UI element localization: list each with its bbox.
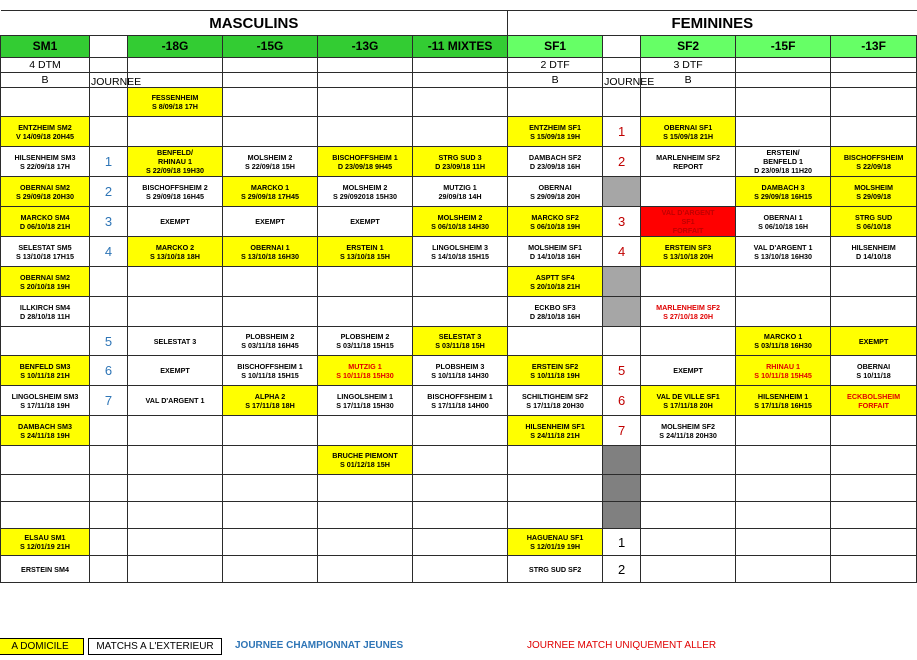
schedule-sheet (0, 10, 904, 583)
section-feminines: FEMININES (508, 11, 917, 36)
cell-13f[interactable]: HILSENHEIM D 14/10/18 (831, 237, 917, 267)
cell-15g[interactable]: ALPHA 2 S 17/11/18 18H (223, 386, 318, 416)
header-15g[interactable]: -15G (223, 36, 318, 58)
cell-11-mixtes[interactable]: STRG SUD 3 D 23/09/18 11H (413, 147, 508, 177)
cell-15g[interactable]: MOLSHEIM 2 S 22/09/18 15H (223, 147, 318, 177)
cell-15f[interactable]: ERSTEIN/ BENFELD 1 D 23/09/18 11H20 (736, 147, 831, 177)
cell-journee-f[interactable]: 1 (603, 117, 641, 147)
cell-18g[interactable] (128, 502, 223, 529)
cell-13g[interactable]: MUTZIG 1 S 10/11/18 15H30 (318, 356, 413, 386)
cell-sm1[interactable] (1, 446, 90, 475)
cell-journee-f[interactable] (603, 475, 641, 502)
cell-13f[interactable] (831, 297, 917, 327)
cell-15g[interactable] (223, 297, 318, 327)
cell[interactable] (318, 58, 413, 73)
cell-18g[interactable]: BISCHOFFSHEIM 2 S 29/09/18 16H45 (128, 177, 223, 207)
cell-sm1[interactable]: OBERNAI SM2 S 29/09/18 20H30 (1, 177, 90, 207)
cell-15f[interactable]: MARCKO 1 S 03/11/18 16H30 (736, 327, 831, 356)
cell-journee-m[interactable] (90, 529, 128, 556)
cell-sm1[interactable]: LINGOLSHEIM SM3 S 17/11/18 19H (1, 386, 90, 416)
cell[interactable] (90, 58, 128, 73)
cell-18g[interactable]: FESSENHEIM S 8/09/18 17H (128, 88, 223, 117)
cell-sm1[interactable] (1, 327, 90, 356)
cell-sf1[interactable]: ECKBO SF3 D 28/10/18 16H (508, 297, 603, 327)
cell-11-mixtes[interactable] (413, 556, 508, 583)
cell-sm1[interactable]: OBERNAI SM2 S 20/10/18 19H (1, 267, 90, 297)
cell-sf2[interactable] (641, 556, 736, 583)
legend-aller: JOURNEE MATCH UNIQUEMENT ALLER (527, 640, 717, 651)
cell-11-mixtes[interactable] (413, 297, 508, 327)
header-journee-m[interactable] (90, 36, 128, 58)
cell-15f[interactable] (736, 416, 831, 446)
cell-sf2[interactable]: MARLENHEIM SF2 S 27/10/18 20H (641, 297, 736, 327)
cell-18g[interactable]: EXEMPT (128, 207, 223, 237)
cell[interactable] (831, 73, 917, 88)
cell-13g[interactable]: BRUCHE PIEMONT S 01/12/18 15H (318, 446, 413, 475)
cell-11-mixtes[interactable] (413, 446, 508, 475)
cell-journee-m[interactable] (90, 88, 128, 117)
cell-sm1[interactable] (1, 88, 90, 117)
cell-sm1[interactable] (1, 502, 90, 529)
schedule-row (1, 88, 917, 117)
cell-sf1[interactable]: MOLSHEIM SF1 D 14/10/18 16H (508, 237, 603, 267)
cell-11-mixtes[interactable]: LINGOLSHEIM 3 S 14/10/18 15H15 (413, 237, 508, 267)
cell-journee-m[interactable] (90, 267, 128, 297)
cell-sf2[interactable] (641, 446, 736, 475)
cell-sf2[interactable]: MARLENHEIM SF2 REPORT (641, 147, 736, 177)
header-18g[interactable]: -18G (128, 36, 223, 58)
cell-sm1[interactable]: DAMBACH SM3 S 24/11/18 19H (1, 416, 90, 446)
section-masculins: MASCULINS (1, 11, 508, 36)
cell-sf2[interactable] (641, 475, 736, 502)
cell-13g[interactable]: MOLSHEIM 2 S 29/092018 15H30 (318, 177, 413, 207)
cell-15f[interactable] (736, 446, 831, 475)
cell-journee-f[interactable] (603, 446, 641, 475)
schedule-row (1, 237, 917, 267)
cell-15f[interactable] (736, 297, 831, 327)
schedule-row (1, 117, 917, 147)
schedule-row (1, 386, 917, 416)
cell-sf1[interactable]: HAGUENAU SF1 S 12/01/19 19H (508, 529, 603, 556)
cell-15g[interactable]: EXEMPT (223, 207, 318, 237)
cell[interactable] (603, 58, 641, 73)
cell-13f[interactable] (831, 267, 917, 297)
cell-13f[interactable]: MOLSHEIM S 29/09/18 (831, 177, 917, 207)
header-sm1[interactable]: SM1 (1, 36, 90, 58)
cell-journee-f[interactable] (603, 177, 641, 207)
cell-sf1[interactable]: STRG SUD SF2 (508, 556, 603, 583)
cell-11-mixtes[interactable] (413, 502, 508, 529)
cell-sf2[interactable]: ERSTEIN SF3 S 13/10/18 20H (641, 237, 736, 267)
cell-sf1[interactable] (508, 475, 603, 502)
legend-domicile: A DOMICILE (0, 638, 84, 655)
cell-15f[interactable] (736, 502, 831, 529)
cell-18g[interactable] (128, 556, 223, 583)
cell-18g[interactable]: EXEMPT (128, 356, 223, 386)
cell-13f[interactable]: EXEMPT (831, 327, 917, 356)
cell-journee-f[interactable] (603, 88, 641, 117)
cell-18g[interactable]: BENFELD/ RHINAU 1 S 22/09/18 19H30 (128, 147, 223, 177)
schedule-row (1, 147, 917, 177)
cell-13g[interactable] (318, 475, 413, 502)
cell-sf2[interactable] (641, 502, 736, 529)
journee-label[interactable]: JOURNEE (603, 73, 641, 88)
cell-13g[interactable]: LINGOLSHEIM 1 S 17/11/18 15H30 (318, 386, 413, 416)
cell-sf2[interactable] (641, 327, 736, 356)
cell-13g[interactable]: ERSTEIN 1 S 13/10/18 15H (318, 237, 413, 267)
cell-11-mixtes[interactable]: BISCHOFFSHEIM 1 S 17/11/18 14H00 (413, 386, 508, 416)
schedule-row (1, 267, 917, 297)
division-sf2[interactable]: 3 DTF (641, 58, 736, 73)
cell-sf1[interactable] (508, 502, 603, 529)
cell-15f[interactable] (736, 88, 831, 117)
cell-sm1[interactable]: ILLKIRCH SM4 D 28/10/18 11H (1, 297, 90, 327)
cell-13g[interactable] (318, 416, 413, 446)
cell-13f[interactable]: OBERNAI S 10/11/18 (831, 356, 917, 386)
cell[interactable] (831, 58, 917, 73)
schedule-row (1, 356, 917, 386)
cell-15g[interactable] (223, 556, 318, 583)
cell-13f[interactable] (831, 446, 917, 475)
cell-sf1[interactable] (508, 327, 603, 356)
cell-15g[interactable] (223, 529, 318, 556)
legend-exterieur: MATCHS A L'EXTERIEUR (88, 638, 222, 655)
cell-13g[interactable] (318, 297, 413, 327)
cell-journee-f[interactable]: 5 (603, 356, 641, 386)
cell-13g[interactable] (318, 556, 413, 583)
cell-journee-f[interactable]: 2 (603, 556, 641, 583)
cell[interactable] (736, 58, 831, 73)
cell[interactable] (128, 58, 223, 73)
schedule-row (1, 502, 917, 529)
schedule-row (1, 207, 917, 237)
schedule-row (1, 327, 917, 356)
cell-11-mixtes[interactable]: PLOBSHEIM 3 S 10/11/18 14H30 (413, 356, 508, 386)
cell-11-mixtes[interactable] (413, 529, 508, 556)
cell-13g[interactable]: BISCHOFFSHEIM 1 D 23/09/18 9H45 (318, 147, 413, 177)
cell-18g[interactable] (128, 416, 223, 446)
cell-18g[interactable]: SELESTAT 3 (128, 327, 223, 356)
schedule-row (1, 297, 917, 327)
cell-15g[interactable]: OBERNAI 1 S 13/10/18 16H30 (223, 237, 318, 267)
cell-15f[interactable] (736, 475, 831, 502)
cell-11-mixtes[interactable] (413, 267, 508, 297)
header-13f[interactable]: -13F (831, 36, 917, 58)
cell-13g[interactable]: PLOBSHEIM 2 S 03/11/18 15H15 (318, 327, 413, 356)
header-13g[interactable]: -13G (318, 36, 413, 58)
cell-13g[interactable]: EXEMPT (318, 207, 413, 237)
cell-18g[interactable] (128, 297, 223, 327)
cell-11-mixtes[interactable] (413, 88, 508, 117)
poule-sf1[interactable]: B (508, 73, 603, 88)
cell-15g[interactable] (223, 117, 318, 147)
cell-sf2[interactable]: VAL D'ARGENT SF1 FORFAIT (641, 207, 736, 237)
cell-sf1[interactable] (508, 446, 603, 475)
cell-18g[interactable] (128, 117, 223, 147)
cell-13f[interactable] (831, 416, 917, 446)
cell-sm1[interactable] (1, 475, 90, 502)
division-sf1[interactable]: 2 DTF (508, 58, 603, 73)
cell-13g[interactable] (318, 267, 413, 297)
cell-sf1[interactable]: ENTZHEIM SF1 S 15/09/18 19H (508, 117, 603, 147)
cell-sm1[interactable]: BENFELD SM3 S 10/11/18 21H (1, 356, 90, 386)
cell-11-mixtes[interactable]: SELESTAT 3 S 03/11/18 15H (413, 327, 508, 356)
cell-15f[interactable] (736, 267, 831, 297)
cell-sf1[interactable]: OBERNAI S 29/09/18 20H (508, 177, 603, 207)
cell-15g[interactable] (223, 475, 318, 502)
cell-sm1[interactable]: ENTZHEIM SM2 V 14/09/18 20H45 (1, 117, 90, 147)
cell-15f[interactable]: VAL D'ARGENT 1 S 13/10/18 16H30 (736, 237, 831, 267)
poule-sf2[interactable]: B (641, 73, 736, 88)
cell-11-mixtes[interactable] (413, 475, 508, 502)
cell-sf2[interactable]: EXEMPT (641, 356, 736, 386)
cell-journee-f[interactable]: 2 (603, 147, 641, 177)
cell-13g[interactable] (318, 88, 413, 117)
poule-sm1[interactable]: B (1, 73, 90, 88)
cell-13f[interactable] (831, 502, 917, 529)
legend-jeunes: JOURNEE CHAMPIONNAT JEUNES (235, 640, 404, 651)
cell-15g[interactable] (223, 446, 318, 475)
schedule-row (1, 416, 917, 446)
cell-journee-m[interactable] (90, 475, 128, 502)
cell-13f[interactable]: BISCHOFFSHEIM S 22/09/18 (831, 147, 917, 177)
schedule-row (1, 446, 917, 475)
cell-sf1[interactable]: SCHILTIGHEIM SF2 S 17/11/18 20H30 (508, 386, 603, 416)
cell-journee-f[interactable]: 1 (603, 529, 641, 556)
cell-journee-m[interactable] (90, 297, 128, 327)
cell-journee-f[interactable] (603, 267, 641, 297)
schedule-table (0, 10, 917, 583)
cell-journee-m[interactable]: 6 (90, 356, 128, 386)
schedule-row (1, 475, 917, 502)
cell-sf2[interactable]: MOLSHEIM SF2 S 24/11/18 20H30 (641, 416, 736, 446)
cell-13f[interactable]: ECKBOLSHEIM FORFAIT (831, 386, 917, 416)
cell[interactable] (413, 73, 508, 88)
cell-13f[interactable]: STRG SUD S 06/10/18 (831, 207, 917, 237)
cell-sf2[interactable]: VAL DE VILLE SF1 S 17/11/18 20H (641, 386, 736, 416)
cell-13f[interactable] (831, 529, 917, 556)
cell-15g[interactable]: BISCHOFFSHEIM 1 S 10/11/18 15H15 (223, 356, 318, 386)
cell-journee-m[interactable]: 1 (90, 147, 128, 177)
cell-sf1[interactable]: HILSENHEIM SF1 S 24/11/18 21H (508, 416, 603, 446)
header-sf1[interactable]: SF1 (508, 36, 603, 58)
cell-sf2[interactable] (641, 177, 736, 207)
cell-journee-m[interactable]: 2 (90, 177, 128, 207)
cell-journee-f[interactable] (603, 327, 641, 356)
cell-18g[interactable]: VAL D'ARGENT 1 (128, 386, 223, 416)
header-sf2[interactable]: SF2 (641, 36, 736, 58)
cell-15f[interactable] (736, 117, 831, 147)
cell-journee-m[interactable] (90, 556, 128, 583)
cell-sm1[interactable]: ERSTEIN SM4 (1, 556, 90, 583)
cell-journee-f[interactable]: 6 (603, 386, 641, 416)
schedule-row (1, 556, 917, 583)
cell-13f[interactable] (831, 88, 917, 117)
cell-11-mixtes[interactable] (413, 117, 508, 147)
cell-journee-m[interactable] (90, 416, 128, 446)
cell-journee-m[interactable] (90, 502, 128, 529)
cell-journee-m[interactable] (90, 117, 128, 147)
cell-journee-f[interactable]: 7 (603, 416, 641, 446)
cell-journee-f[interactable]: 4 (603, 237, 641, 267)
cell-15f[interactable]: OBERNAI 1 S 06/10/18 16H (736, 207, 831, 237)
cell-sf1[interactable]: ERSTEIN SF2 S 10/11/18 19H (508, 356, 603, 386)
cell-journee-m[interactable]: 4 (90, 237, 128, 267)
division-sm1[interactable]: 4 DTM (1, 58, 90, 73)
cell[interactable] (413, 58, 508, 73)
cell-15g[interactable] (223, 502, 318, 529)
cell-journee-f[interactable]: 3 (603, 207, 641, 237)
cell-18g[interactable] (128, 446, 223, 475)
cell-15f[interactable] (736, 556, 831, 583)
cell-sf1[interactable]: MARCKO SF2 S 06/10/18 19H (508, 207, 603, 237)
cell-sf2[interactable] (641, 88, 736, 117)
cell-journee-m[interactable]: 3 (90, 207, 128, 237)
cell-sm1[interactable]: SELESTAT SM5 S 13/10/18 17H15 (1, 237, 90, 267)
cell-15g[interactable] (223, 267, 318, 297)
cell-sm1[interactable]: MARCKO SM4 D 06/10/18 21H (1, 207, 90, 237)
cell-13g[interactable] (318, 529, 413, 556)
cell-18g[interactable] (128, 475, 223, 502)
cell-15f[interactable]: HILSENHEIM 1 S 17/11/18 16H15 (736, 386, 831, 416)
cell-sf2[interactable] (641, 529, 736, 556)
cell-13f[interactable] (831, 475, 917, 502)
cell-13g[interactable] (318, 117, 413, 147)
schedule-row (1, 529, 917, 556)
cell-11-mixtes[interactable]: MUTZIG 1 29/09/18 14H (413, 177, 508, 207)
cell[interactable] (736, 73, 831, 88)
cell-journee-f[interactable] (603, 502, 641, 529)
cell-15f[interactable] (736, 529, 831, 556)
cell-15g[interactable]: PLOBSHEIM 2 S 03/11/18 16H45 (223, 327, 318, 356)
cell-sf1[interactable] (508, 88, 603, 117)
cell-13f[interactable] (831, 117, 917, 147)
header-15f[interactable]: -15F (736, 36, 831, 58)
cell[interactable] (128, 73, 223, 88)
header-11-mixtes[interactable]: -11 MIXTES (413, 36, 508, 58)
schedule-row (1, 177, 917, 207)
cell-11-mixtes[interactable]: MOLSHEIM 2 S 06/10/18 14H30 (413, 207, 508, 237)
journee-label[interactable]: JOURNEE (90, 73, 128, 88)
cell-13f[interactable] (831, 556, 917, 583)
cell-sm1[interactable]: HILSENHEIM SM3 S 22/09/18 17H (1, 147, 90, 177)
cell-18g[interactable]: MARCKO 2 S 13/10/18 18H (128, 237, 223, 267)
cell-15f[interactable]: DAMBACH 3 S 29/09/18 16H15 (736, 177, 831, 207)
cell[interactable] (318, 73, 413, 88)
cell-15f[interactable]: RHINAU 1 S 10/11/18 15H45 (736, 356, 831, 386)
schedule-rows (1, 88, 917, 583)
header-journee-f[interactable] (603, 36, 641, 58)
cell-18g[interactable] (128, 267, 223, 297)
cell-18g[interactable] (128, 529, 223, 556)
cell-15g[interactable] (223, 88, 318, 117)
cell-journee-m[interactable] (90, 446, 128, 475)
cell-15g[interactable]: MARCKO 1 S 29/09/18 17H45 (223, 177, 318, 207)
cell-sf2[interactable] (641, 267, 736, 297)
cell-journee-m[interactable]: 5 (90, 327, 128, 356)
cell-15g[interactable] (223, 416, 318, 446)
cell-sm1[interactable]: ELSAU SM1 S 12/01/19 21H (1, 529, 90, 556)
cell-sf1[interactable]: ASPTT SF4 S 20/10/18 21H (508, 267, 603, 297)
cell-sf2[interactable]: OBERNAI SF1 S 15/09/18 21H (641, 117, 736, 147)
cell-journee-m[interactable]: 7 (90, 386, 128, 416)
cell-13g[interactable] (318, 502, 413, 529)
cell[interactable] (223, 73, 318, 88)
cell-sf1[interactable]: DAMBACH SF2 D 23/09/18 16H (508, 147, 603, 177)
cell[interactable] (223, 58, 318, 73)
cell-journee-f[interactable] (603, 297, 641, 327)
cell-11-mixtes[interactable] (413, 416, 508, 446)
